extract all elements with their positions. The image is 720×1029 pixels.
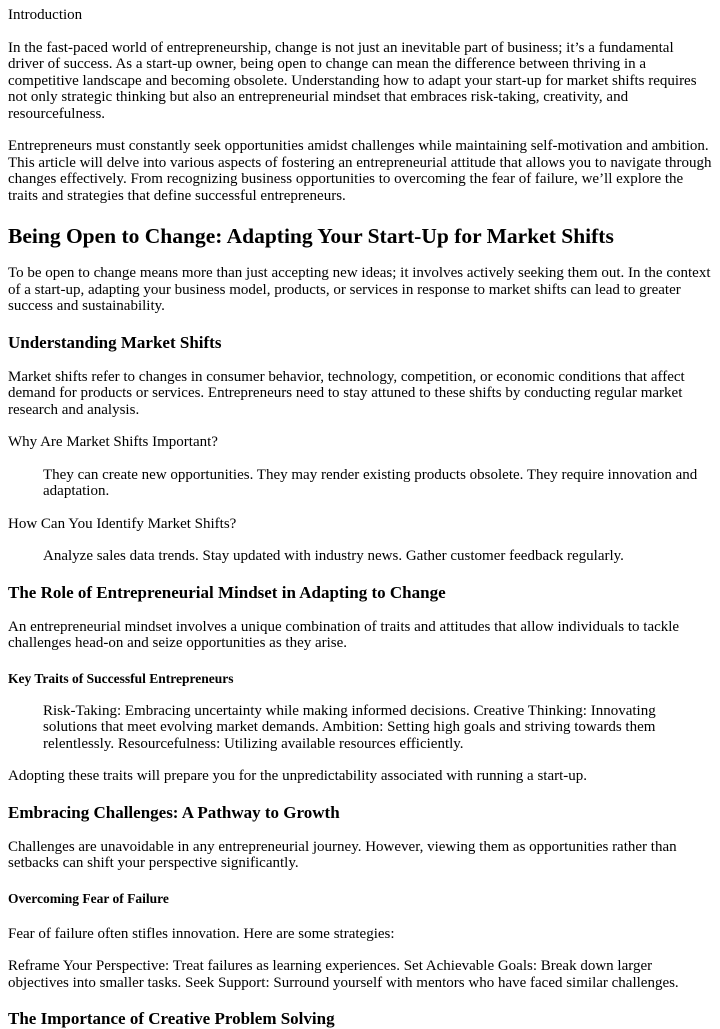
fear-strategies-paragraph: Reframe Your Perspective: Treat failures as learning experiences. Set Achievable Goals: Break down larger objectives into smaller tasks. Seek Support: Surround yourself with mentors who have faced similar challenges. — [8, 958, 679, 991]
page-title: Being Open to Change: Adapting Your Start-Up for Market Shifts — [8, 224, 614, 248]
intro-paragraph-2: Entrepreneurs must constantly seek opportunities amidst challenges while maintaining self-motivation and ambition. This article will delve into various aspects of fostering an entrepreneurial attitude that allows you to navigate through changes effectively. From recognizing business opportunities to overcoming the fear of failure, we’ll explore the traits and strategies that define successful entrepreneurs. — [8, 138, 712, 204]
question-how: How Can You Identify Market Shifts? — [8, 515, 237, 532]
question-why: Why Are Market Shifts Important? — [8, 434, 218, 450]
traits-after-paragraph: Adopting these traits will prepare you for the unpredictability associated with running a start-up. — [8, 768, 588, 784]
challenges-paragraph: Challenges are unavoidable in any entrepreneurial journey. However, viewing them as opportunities rather than setbacks can shift your perspective significantly. — [8, 838, 677, 871]
fear-paragraph: Fear of failure often stifles innovation. Here are some strategies: — [8, 925, 395, 942]
mindset-paragraph: An entrepreneurial mindset involves a unique combination of traits and attitudes that allow individuals to tackle challenges head-on and seize opportunities as they arise. — [8, 618, 680, 651]
traits-block: Risk-Taking: Embracing uncertainty while making informed decisions. Creative Thinking: Innovating solutions that meet evolving market demands. Ambition: Setting high goals and striving towards them relentlessly. Resourcefulness: Utilizing available resources efficiently. — [43, 702, 656, 752]
heading-mindset: The Role of Entrepreneurial Mindset in Adapting to Change — [8, 582, 446, 602]
heading-challenges: Embracing Challenges: A Pathway to Growth — [8, 802, 340, 822]
intro-paragraph-1: In the fast-paced world of entrepreneurship, change is not just an inevitable part of business; it’s a fundamental driver of success. As a start-up owner, being open to change can mean the difference between thriving in a competitive landscape and becoming obsolete. Understanding how to adapt your start-up for market shifts requires not only strategic thinking but also an entrepreneurial mindset that embraces risk-taking, creativity, and resourcefulness. — [8, 39, 697, 122]
answer-why: They can create new opportunities. They may render existing products obsolete. They require innovation and adaptation. — [43, 466, 698, 499]
heading-creative-problem-solving: The Importance of Creative Problem Solving — [8, 1009, 335, 1028]
market-shifts-paragraph: Market shifts refer to changes in consumer behavior, technology, competition, or economic conditions that affect demand for products or services. Entrepreneurs need to stay attuned to these shifts by conducting regular market research and analysis. — [8, 368, 685, 418]
answer-how: Analyze sales data trends. Stay updated with industry news. Gather customer feedback regularly. — [43, 548, 624, 564]
heading-fear-of-failure: Overcoming Fear of Failure — [8, 890, 169, 906]
heading-market-shifts: Understanding Market Shifts — [8, 332, 222, 352]
intro-label: Introduction — [8, 7, 83, 23]
heading-key-traits: Key Traits of Successful Entrepreneurs — [8, 670, 234, 686]
open-change-paragraph: To be open to change means more than just accepting new ideas; it involves actively seeking them out. In the context of a start-up, adapting your business model, products, or services in response to market shifts can lead to greater success and sustainability. — [8, 265, 711, 314]
